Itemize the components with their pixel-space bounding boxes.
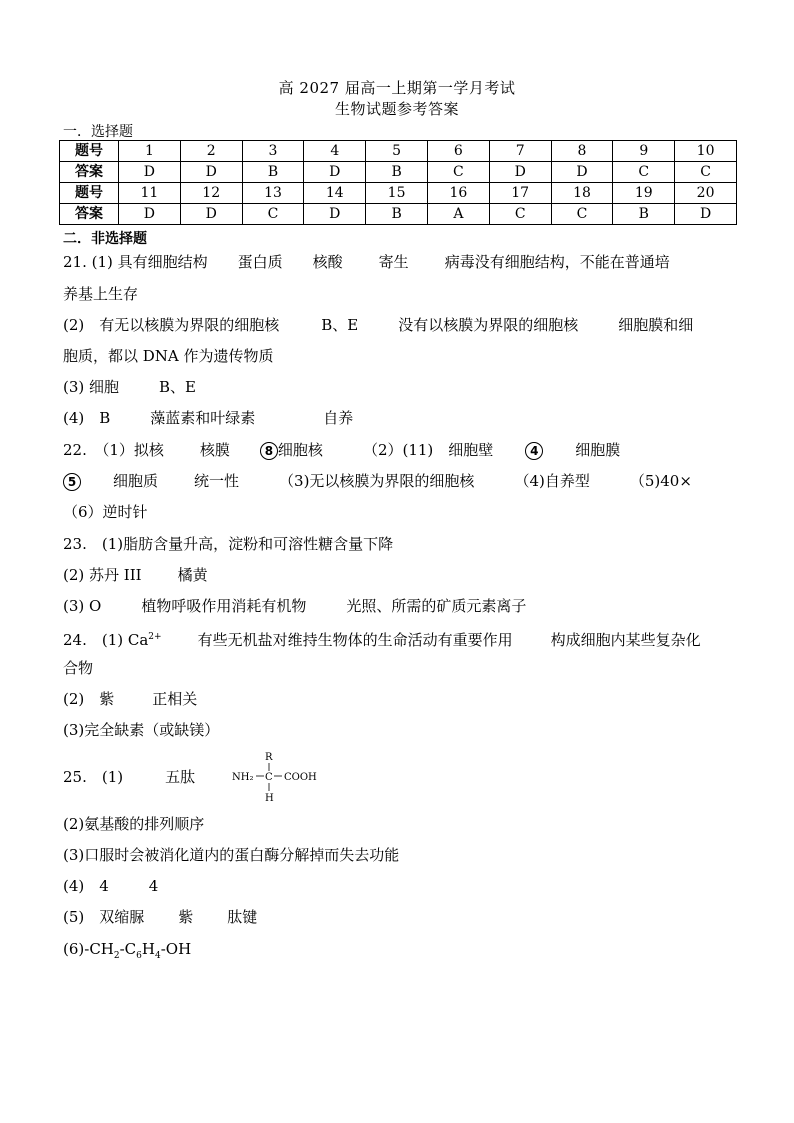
answer-text: (2) 有无以核膜为界限的细胞核 (63, 316, 280, 334)
table-row-numbers-2 (60, 183, 737, 204)
answer-text: 构成细胞内某些复杂化 (550, 631, 701, 649)
table-cell: D (180, 162, 242, 183)
answer-table (59, 140, 737, 225)
answer-text: B、E (321, 316, 359, 334)
q25-line-5 (63, 908, 257, 926)
structure-c-label: C (265, 772, 273, 783)
answer-text: 橘黄 (177, 566, 208, 584)
structure-cooh-label: COOH (284, 772, 317, 783)
answer-text: 22. （1）拟核 (63, 441, 164, 459)
table-cell: C (427, 162, 489, 183)
table-row-answers-1 (60, 162, 737, 183)
q21-line-4: 胞质，都以 DNA 作为遗传物质 (63, 347, 274, 365)
q22-line-1 (63, 441, 620, 460)
answer-text: 病毒没有细胞结构，不能在普通培 (444, 253, 670, 271)
section-choice-heading: 一．选择题 (63, 124, 133, 140)
circled-number-icon: 4 (525, 442, 543, 460)
table-row-answers-2 (60, 204, 737, 225)
q23-line-2 (63, 566, 208, 584)
table-cell: C (242, 204, 304, 225)
subscript: 6 (136, 951, 142, 961)
table-cell: A (427, 204, 489, 225)
table-cell: D (675, 204, 737, 225)
q25-line-2: (2)氨基酸的排列顺序 (63, 815, 205, 833)
table-cell: C (613, 162, 675, 183)
answer-text: 核酸 (312, 253, 343, 271)
answer-text: 肽键 (227, 908, 258, 926)
answer-text: 24. (1) Ca (63, 631, 149, 649)
table-cell: C (551, 204, 613, 225)
table-cell: 10 (675, 141, 737, 162)
table-cell: 9 (613, 141, 675, 162)
answer-text: 紫 (178, 908, 194, 926)
answer-text: 光照、所需的矿质元素离子 (346, 597, 527, 615)
table-cell: D (304, 162, 366, 183)
answer-text: （2）(11) 细胞壁 (362, 441, 494, 459)
q25-line-1 (63, 768, 195, 786)
answer-text: 寄生 (378, 253, 409, 271)
table-cell: 2 (180, 141, 242, 162)
table-cell: 7 (489, 141, 551, 162)
q25-line-3: (3)口服时会被消化道内的蛋白酶分解掉而失去功能 (63, 846, 400, 864)
answer-text: 25. (1) (63, 768, 124, 786)
answer-text: （3)无以核膜为界限的细胞核 (279, 472, 475, 490)
q21-line-2: 养基上生存 (63, 285, 139, 303)
answer-text: (4) 4 (63, 877, 109, 895)
answer-text: (5) 双缩脲 (63, 908, 145, 926)
answer-text: B、E (159, 378, 197, 396)
table-cell: D (119, 204, 181, 225)
q22-line-2 (63, 472, 692, 491)
answer-text: -C (119, 940, 137, 958)
table-cell: D (489, 162, 551, 183)
answer-text: 4 (148, 877, 159, 895)
q21-line-5 (63, 378, 196, 396)
answer-text: (2) 紫 (63, 690, 115, 708)
q24-line-2: 合物 (63, 659, 94, 677)
structure-h-label: H (265, 793, 274, 804)
section-nonchoice-heading: 二．非选择题 (63, 231, 147, 247)
subscript: 4 (154, 951, 161, 961)
header-cell: 答案 (60, 204, 119, 225)
header-cell: 题号 (60, 183, 119, 204)
page-title: 高 2027 届高一上期第一学月考试 (278, 79, 516, 97)
answer-text: (3) 细胞 (63, 378, 120, 396)
q24-line-4: (3)完全缺素（或缺镁） (63, 721, 220, 739)
circled-number-icon: 8 (260, 442, 278, 460)
answer-text: 细胞膜 (575, 441, 621, 459)
table-cell: B (613, 204, 675, 225)
answer-text: 统一性 (194, 472, 240, 490)
table-cell: B (242, 162, 304, 183)
table-cell: 16 (427, 183, 489, 204)
answer-text: 蛋白质 (237, 253, 283, 271)
answer-text: （4)自养型 (514, 472, 590, 490)
subscript: 2 (113, 951, 120, 961)
answer-text: （5)40× (629, 472, 692, 490)
structure-nh2-label: NH₂ (232, 772, 254, 783)
table-cell: 18 (551, 183, 613, 204)
table-cell: 15 (366, 183, 428, 204)
amino-acid-structure-formula (232, 750, 342, 806)
table-cell: D (551, 162, 613, 183)
header-cell: 题号 (60, 141, 119, 162)
answer-text: (6)-CH (63, 940, 114, 958)
table-cell: 12 (180, 183, 242, 204)
table-cell: D (304, 204, 366, 225)
answer-text: 细胞膜和细 (618, 316, 694, 334)
answer-text: 核膜 (199, 441, 230, 459)
answer-text: 21. (1) 具有细胞结构 (63, 253, 208, 271)
answer-text: -OH (160, 940, 192, 958)
table-cell: 6 (427, 141, 489, 162)
circled-number-icon: 5 (63, 473, 81, 491)
answer-text: 自养 (323, 409, 354, 427)
table-cell: 14 (304, 183, 366, 204)
table-cell: 13 (242, 183, 304, 204)
answer-text: 有些无机盐对维持生物体的生命活动有重要作用 (197, 631, 513, 649)
q21-line-1 (63, 253, 670, 271)
q25-line-4 (63, 877, 158, 895)
page-subtitle: 生物试题参考答案 (334, 100, 459, 118)
q23-line-1: 23. (1)脂肪含量升高，淀粉和可溶性糖含量下降 (63, 535, 394, 553)
table-cell: 4 (304, 141, 366, 162)
answer-text: (3) O (63, 597, 102, 615)
answer-text: 植物呼吸作用消耗有机物 (141, 597, 307, 615)
answer-text: H (141, 940, 155, 958)
table-cell: 1 (119, 141, 181, 162)
table-cell: B (366, 162, 428, 183)
table-cell: C (675, 162, 737, 183)
q21-line-3 (63, 316, 693, 334)
table-cell: B (366, 204, 428, 225)
answer-text: (2) 苏丹 III (63, 566, 142, 584)
table-cell: 11 (119, 183, 181, 204)
table-cell: 5 (366, 141, 428, 162)
answer-text: 细胞核 (277, 441, 323, 459)
q24-line-3 (63, 690, 197, 708)
q24-line-1 (63, 628, 701, 649)
table-cell: D (180, 204, 242, 225)
table-cell: 19 (613, 183, 675, 204)
table-cell: C (489, 204, 551, 225)
table-cell: D (119, 162, 181, 183)
table-cell: 20 (675, 183, 737, 204)
q22-line-3: （6）逆时针 (63, 503, 148, 521)
answer-text: 细胞质 (113, 472, 159, 490)
table-cell: 8 (551, 141, 613, 162)
answer-text: (4) B (63, 409, 111, 427)
table-cell: 17 (489, 183, 551, 204)
table-row-numbers-1 (60, 141, 737, 162)
superscript: 2+ (148, 632, 162, 642)
header-cell: 答案 (60, 162, 119, 183)
structure-r-label: R (265, 752, 273, 763)
q25-line-6 (63, 940, 191, 965)
q23-line-3 (63, 597, 526, 615)
q21-line-6 (63, 409, 353, 427)
answer-text: 正相关 (152, 690, 198, 708)
table-cell: 3 (242, 141, 304, 162)
answer-text: 没有以核膜为界限的细胞核 (398, 316, 579, 334)
answer-text: 藻蓝素和叶绿素 (150, 409, 256, 427)
answer-text: 五肽 (165, 768, 196, 786)
